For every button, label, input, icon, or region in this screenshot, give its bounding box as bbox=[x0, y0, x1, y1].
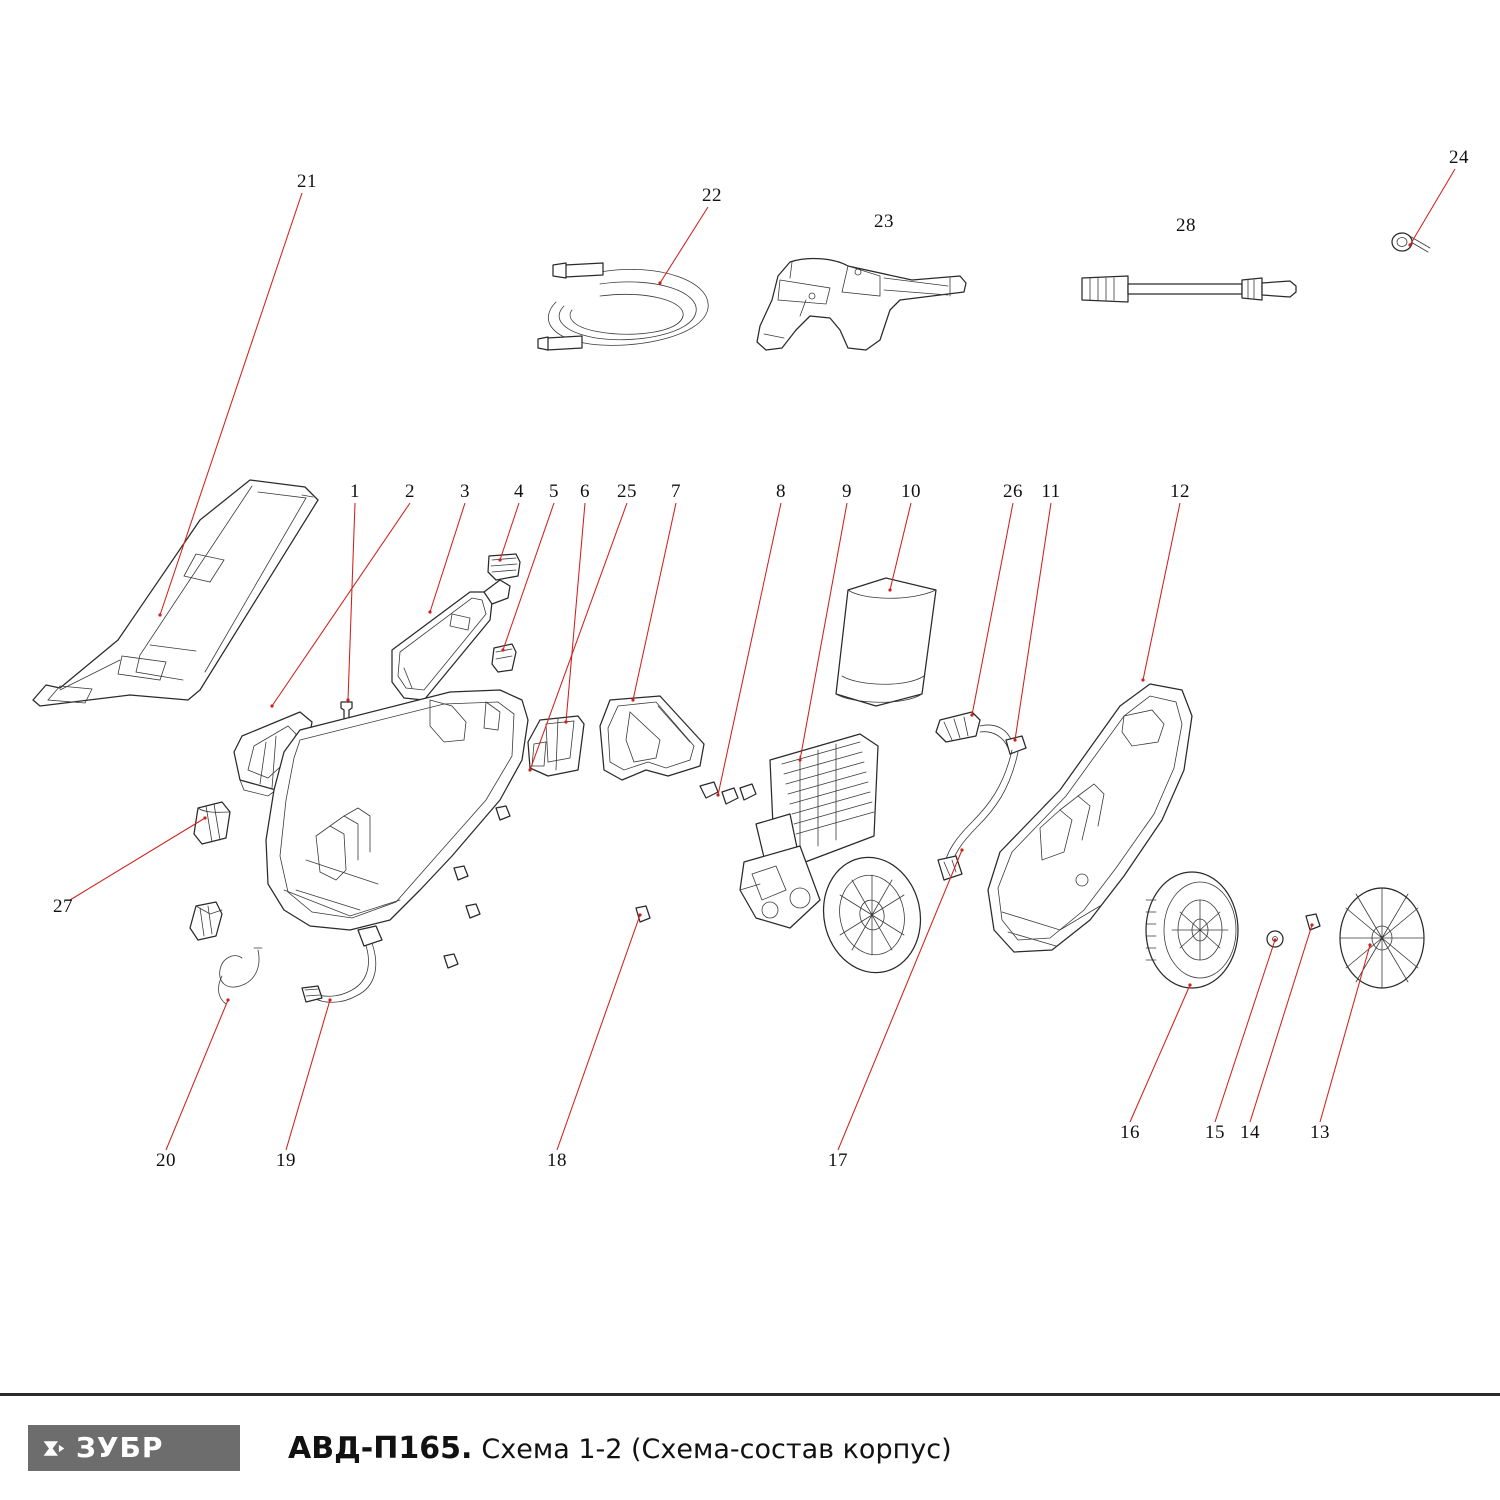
leader-point-27 bbox=[203, 816, 206, 819]
part-switch-assembly bbox=[190, 902, 222, 940]
part-wheel-cover bbox=[1340, 888, 1424, 988]
leader-line-27 bbox=[70, 818, 205, 900]
leader-point-3 bbox=[428, 610, 431, 613]
part-screw-set bbox=[700, 782, 756, 804]
part-detergent-bottle bbox=[392, 580, 510, 700]
part-wheel bbox=[1146, 872, 1238, 988]
leader-line-19 bbox=[286, 1000, 330, 1150]
callout-label-14: 14 bbox=[1240, 1122, 1260, 1143]
leader-line-8 bbox=[718, 503, 781, 795]
callout-label-28: 28 bbox=[1176, 215, 1196, 236]
callout-label-16: 16 bbox=[1120, 1122, 1140, 1143]
callout-label-8: 8 bbox=[776, 481, 786, 502]
leader-point-20 bbox=[226, 998, 229, 1001]
leader-point-24 bbox=[1408, 243, 1411, 246]
leader-point-19 bbox=[328, 998, 331, 1001]
leader-line-26 bbox=[972, 503, 1013, 715]
part-bottle-cap bbox=[488, 554, 520, 580]
leader-line-10 bbox=[890, 503, 911, 590]
part-power-cord bbox=[302, 926, 382, 1002]
model-title: АВД-П165. bbox=[288, 1430, 473, 1466]
leader-line-3 bbox=[430, 503, 465, 612]
callout-label-11: 11 bbox=[1041, 481, 1061, 502]
leader-point-14 bbox=[1310, 923, 1313, 926]
part-capacitor bbox=[836, 578, 936, 706]
leader-point-1 bbox=[346, 698, 349, 701]
part-support-plate bbox=[600, 696, 704, 780]
callout-label-21: 21 bbox=[297, 171, 317, 192]
callout-label-9: 9 bbox=[842, 481, 852, 502]
scheme-description: Схема 1-2 (Схема-состав корпус) bbox=[481, 1433, 952, 1465]
callout-label-23: 23 bbox=[874, 211, 894, 232]
leader-point-10 bbox=[888, 588, 891, 591]
leader-line-1 bbox=[348, 503, 355, 700]
leader-point-15 bbox=[1273, 938, 1276, 941]
leader-point-21 bbox=[158, 613, 161, 616]
leader-line-7 bbox=[633, 503, 676, 700]
leader-point-7 bbox=[631, 698, 634, 701]
callout-label-27: 27 bbox=[53, 896, 73, 917]
callout-label-3: 3 bbox=[460, 481, 470, 502]
leader-line-18 bbox=[557, 915, 640, 1150]
part-lance-nozzle bbox=[1082, 276, 1296, 302]
callout-label-19: 19 bbox=[276, 1150, 296, 1171]
footer-caption bbox=[288, 1431, 952, 1466]
leader-point-22 bbox=[658, 281, 661, 284]
leader-point-13 bbox=[1368, 943, 1371, 946]
leader-point-9 bbox=[798, 758, 801, 761]
leader-line-12 bbox=[1143, 503, 1180, 680]
leader-point-12 bbox=[1141, 678, 1144, 681]
callout-label-20: 20 bbox=[156, 1150, 176, 1171]
footer bbox=[0, 1396, 1500, 1500]
callout-label-5: 5 bbox=[549, 481, 559, 502]
leader-line-13 bbox=[1320, 945, 1370, 1122]
callout-label-12: 12 bbox=[1170, 481, 1190, 502]
part-handle-bar bbox=[33, 480, 318, 706]
callout-label-26: 26 bbox=[1003, 481, 1023, 502]
zubr-arrow-icon bbox=[40, 1435, 67, 1462]
leader-line-24 bbox=[1410, 169, 1455, 245]
leader-point-18 bbox=[638, 913, 641, 916]
callout-label-15: 15 bbox=[1205, 1122, 1225, 1143]
callout-label-24: 24 bbox=[1449, 147, 1469, 168]
leader-point-25 bbox=[528, 768, 531, 771]
part-hook bbox=[219, 948, 262, 1004]
leader-point-17 bbox=[960, 848, 963, 851]
callout-label-10: 10 bbox=[901, 481, 921, 502]
callout-label-13: 13 bbox=[1310, 1122, 1330, 1143]
brand-logo bbox=[28, 1425, 240, 1471]
leader-point-2 bbox=[270, 704, 273, 707]
callout-label-17: 17 bbox=[828, 1150, 848, 1171]
callout-label-6: 6 bbox=[580, 481, 590, 502]
callout-label-25: 25 bbox=[617, 481, 637, 502]
callout-label-1: 1 bbox=[350, 481, 360, 502]
callout-label-18: 18 bbox=[547, 1150, 567, 1171]
callout-label-4: 4 bbox=[514, 481, 524, 502]
leader-line-9 bbox=[800, 503, 847, 760]
leader-line-11 bbox=[1015, 503, 1051, 740]
leader-line-20 bbox=[166, 1000, 228, 1150]
leader-line-6 bbox=[566, 503, 585, 722]
leader-point-11 bbox=[1013, 738, 1016, 741]
leader-line-22 bbox=[660, 207, 708, 283]
leader-point-8 bbox=[716, 793, 719, 796]
leader-point-4 bbox=[498, 558, 501, 561]
leader-line-4 bbox=[500, 503, 519, 560]
part-high-pressure-hose bbox=[538, 263, 708, 350]
callout-label-2: 2 bbox=[405, 481, 415, 502]
callout-leader-lines bbox=[70, 169, 1455, 1150]
part-metal-plate bbox=[528, 716, 584, 776]
callout-label-7: 7 bbox=[671, 481, 681, 502]
part-fan-left bbox=[813, 848, 931, 981]
leader-point-5 bbox=[501, 648, 504, 651]
leader-point-6 bbox=[564, 720, 567, 723]
leader-line-16 bbox=[1130, 985, 1190, 1122]
brand-name: ЗУБР bbox=[76, 1431, 164, 1464]
leader-point-16 bbox=[1188, 983, 1191, 986]
leader-point-26 bbox=[970, 713, 973, 716]
part-filter bbox=[194, 802, 230, 844]
part-switch-wire bbox=[936, 712, 1026, 754]
leader-line-14 bbox=[1250, 925, 1312, 1122]
part-spray-gun bbox=[757, 259, 966, 350]
callout-label-22: 22 bbox=[702, 185, 722, 206]
